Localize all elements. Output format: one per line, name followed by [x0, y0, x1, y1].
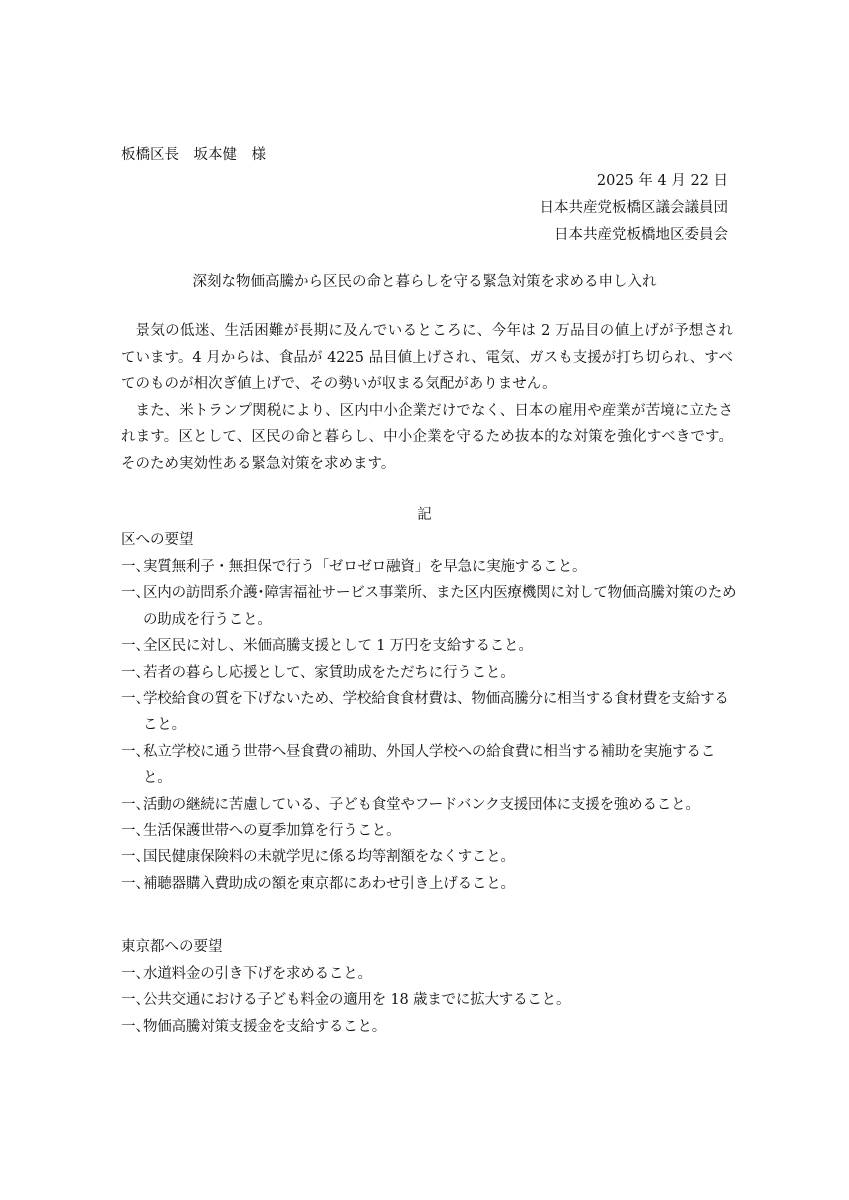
ward-requests-section: [121, 527, 737, 897]
request-text: 実質無利子・無担保で行う「ゼロゼロ融資」を早急に実施すること。: [143, 559, 587, 575]
list-marker: 一、: [121, 992, 150, 1009]
sender-name: 日本共産党板橋地区委員会: [554, 227, 728, 243]
list-marker: 一、: [121, 743, 150, 760]
request-text: 若者の暮らし応援として、家賃助成をただちに行うこと。: [143, 664, 515, 681]
intro-paragraph: 景気の低迷、生活困難が長期に及んでいるところに、今年は 2 万品目の値上げが予想されています。4 月からは、食品が 4225 品目値上げされ、電気、ガスも支援が打ち切られ、すべてのものが相次ぎ値上げで、その勢いが収まる気配がありません。: [121, 323, 733, 392]
request-item: [121, 1014, 737, 1040]
ward-requests-heading: 区への要望: [121, 532, 194, 548]
list-marker: 一、: [121, 1018, 150, 1035]
document-title: 深刻な物価高騰から区民の命と暮らしを守る緊急対策を求める申し入れ: [192, 274, 657, 290]
sender-name: 日本共産党板橋区議会議員団: [539, 200, 728, 216]
list-marker: 一、: [121, 664, 150, 681]
list-marker: 一、: [121, 559, 150, 575]
ki-heading: 記: [417, 507, 432, 523]
request-item: [121, 660, 737, 686]
request-text: 全区民に対し、米価高騰支援として 1 万円を支給すること。: [143, 638, 533, 655]
request-item: [121, 792, 737, 818]
request-text: 私立学校に通う世帯へ昼食費の補助、外国人学校への給食費に相当する補助を実施すること。: [143, 743, 715, 787]
list-marker: 一、: [121, 796, 150, 813]
request-item: [121, 554, 737, 580]
request-item: [121, 633, 737, 659]
request-item: [121, 739, 737, 792]
request-item: [121, 580, 737, 633]
request-item: [121, 987, 737, 1013]
intro-paragraph: また、米トランプ関税により、区内中小企業だけでなく、日本の雇用や産業が苦境に立たされます。区として、区民の命と暮らし、中小企業を守るため抜本的な対策を強化すべきです。そのため実効性ある緊急対策を求めます。: [121, 402, 733, 472]
request-text: 学校給食の質を下げないため、学校給食食材費は、物価高騰分に相当する食材費を支給すること。: [143, 691, 729, 734]
addressee: 板橋区長 坂本健 様: [121, 147, 266, 163]
list-marker: 一、: [121, 875, 150, 892]
list-marker: 一、: [121, 823, 150, 840]
list-marker: 一、: [121, 966, 150, 982]
request-text: 区内の訪問系介護･障害福祉サービス事業所、また区内医療機関に対して物価高騰対策のための助成を行うこと。: [143, 585, 737, 628]
request-item: [121, 686, 737, 739]
list-marker: 一、: [121, 849, 150, 866]
list-marker: 一、: [121, 638, 150, 655]
request-item: [121, 871, 737, 897]
list-marker: 一、: [121, 691, 150, 708]
request-text: 公共交通における子ども料金の適用を 18 歳までに拡大すること。: [143, 992, 571, 1009]
request-text: 生活保護世帯への夏季加算を行うこと。: [143, 823, 401, 840]
request-item: [121, 818, 737, 844]
request-text: 物価高騰対策支援金を支給すること。: [143, 1018, 387, 1035]
request-item: [121, 961, 737, 987]
tokyo-requests-section: [121, 934, 737, 1040]
request-text: 補聴器購入費助成の額を東京都にあわせ引き上げること。: [143, 875, 515, 892]
request-text: 国民健康保険料の未就学児に係る均等割額をなくすこと。: [143, 849, 515, 866]
intro-text: [121, 318, 733, 477]
sender-block: [540, 168, 729, 249]
document-date: 2025 年 4 月 22 日: [596, 173, 728, 189]
tokyo-requests-list: [121, 961, 737, 1040]
request-text: 水道料金の引き下げを求めること。: [143, 966, 372, 982]
ward-requests-list: [121, 554, 737, 897]
tokyo-requests-heading: 東京都への要望: [121, 939, 223, 955]
request-text: 活動の継続に苦慮している、子ども食堂やフードバンク支援団体に支援を強めること。: [143, 796, 700, 813]
request-item: [121, 844, 737, 870]
list-marker: 一、: [121, 585, 150, 602]
